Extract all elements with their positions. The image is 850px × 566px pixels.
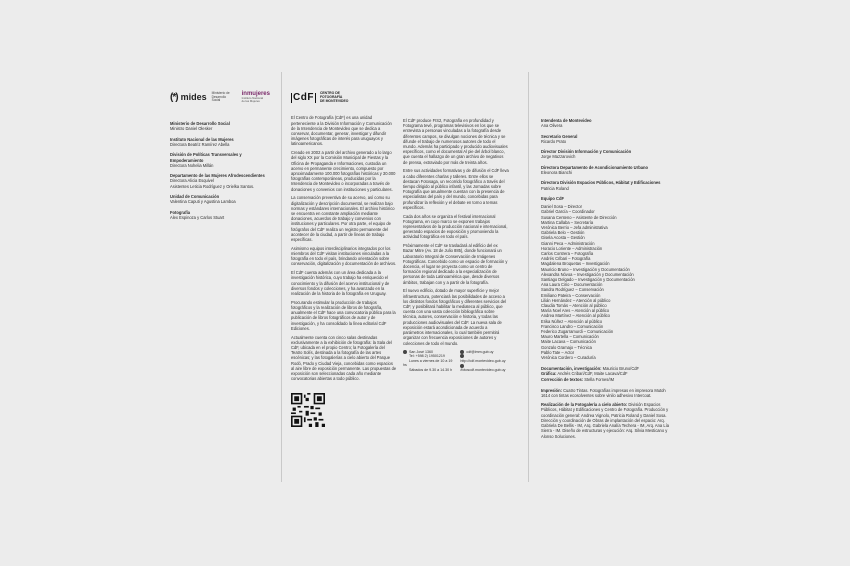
- credit-label: Corrección de textos:: [541, 376, 584, 382]
- team-member: Gabriela Belo – Gestión: [541, 230, 585, 236]
- inmujeres-logo: [242, 92, 270, 103]
- paragraph: Cada dos años se organiza el festival internacional Fotograma, en cuyo marco se exponen trabajos representativos de la producción nacional e internacional, generando espacios de exposición y promoviendo la actividad fotográfica en todo el país.: [403, 213, 508, 240]
- team-label: Equipo CdF: [541, 195, 564, 201]
- contact-text: Lunes a viernes de 10 a 19 hs: [403, 358, 453, 368]
- cdf-logo: [291, 92, 397, 103]
- credit-text: Stella Fornes/IM: [584, 376, 615, 382]
- paragraph: El CdF cuenta además con un área dedicada a la investigación histórica, cuyo trabajo ha enriquecido el conocimiento y la difusión del acervo institucional y de diversos fondos y colecciones, y ha avanzado en la realización de la historia de la fotografía en Uruguay.: [291, 270, 390, 297]
- block-label: Ministerio de Desarrollo Social: [170, 121, 230, 127]
- block-label: Directora Departamento de Acondicionamiento Urbano: [541, 164, 648, 170]
- institution-block: [170, 210, 270, 220]
- mides-word: mides: [180, 91, 207, 102]
- credit-text: Andrés Cribari/CdF, Maite Lacava/CdF: [557, 371, 628, 377]
- team-member: Ana Laura Cirio – Documentación: [541, 282, 603, 288]
- contact-info: [403, 350, 509, 373]
- team-member: Maite Lacava – Comunicación: [541, 339, 596, 345]
- qr-code: [291, 393, 325, 427]
- team-member: Carlos Contrera – Fotografía: [541, 251, 594, 256]
- team-member: Gianni Peca – Administración: [541, 240, 595, 246]
- authority-block: [541, 134, 671, 144]
- contact-text: /fotoscdf.montevideo.gub.uy: [460, 368, 506, 373]
- team-member: Santiago Delgado – Investigación y Documentación: [541, 277, 635, 283]
- contact-text: cdf@imm.gub.uy: [466, 349, 494, 354]
- team-member: Martina Callaba – Secretaría: [541, 219, 594, 225]
- paragraph: Creado en 2002 a partir del archivo generado a lo largo del siglo XX por la Comisión Municipal de Fiestas y la Oficina de Propaganda e Informaciones, custodia un acervo en permanente crecimiento, compuesto por aproximadamente 100.000 fotografías históricas y 30.000 fotografías contemporáneas, producidas por la Intendencia de Montevideo o incorporadas a través de donaciones y convenios con instituciones y particulares.: [291, 150, 396, 192]
- block-line: Ministro Daniel Olesker: [170, 126, 213, 132]
- team-member: Andrea Martínez – Atención al público: [541, 313, 610, 319]
- team-member: Sandra Rodríguez – Conservación: [541, 287, 604, 293]
- block-label: Fotografía: [170, 209, 191, 215]
- authority-block: [541, 180, 671, 190]
- credit-label: Documentación, investigación:: [541, 366, 602, 372]
- team-member: Francisco Landro – Comunicación: [541, 323, 604, 329]
- contact-text: http://cdf.montevideo.gub.uy: [460, 358, 506, 363]
- team-member: Verónica Cordero – Curaduría: [541, 355, 596, 361]
- institutions-column: [170, 92, 270, 225]
- about-text: [291, 115, 397, 381]
- cdf-logo-name: CENTRO DE FOTOGRAFÍA DE MONTEVIDEO: [319, 91, 349, 103]
- institution-block: [170, 194, 270, 204]
- contact-line: [460, 354, 509, 363]
- web-icon: [460, 354, 464, 358]
- block-line: Alex Espinoza y Carlos Stuart: [170, 214, 225, 220]
- block-line: Directora Beatriz Ramírez Abella: [170, 142, 230, 147]
- paragraph: El nuevo edificio, dotado de mayor superficie y mejor infraestructura, potenciará las posibilidades de acceso a los distintos fondos fotográficos y diferentes servicios del CdF, y posibilitará habilitar la mediateca al público, que cuenta con una vasta colección bibliográfica sobre técnica, autores, conservación e historia, y todas las producciones audiovisuales del CdF. La nueva sala de exposición estará acondicionada de acuerdo a parámetros internacionales, lo cual también permitirá organizar con frecuencia exposiciones de autores y colecciones de todo el mundo.: [403, 288, 507, 346]
- cdf-about-column: [291, 92, 397, 428]
- production-text: División Espacios Públicos, Hábitat y Edificaciones y Centro de Fotografía. Producción y coordinación general: Andrea Vignolo, Patricia Roland y Daniel Sosa. Dirección y coordinación de Obras de implantación del espacio: Arq. Gabriela De Bellis - IM, Arq. Gabriela Analía Techera - IM, Arq. Ana Lía Sierra - IM. Diseño de estructuras y ejecución: Arq. Silvia Mesticano y Alonso Soluciones.: [541, 402, 670, 439]
- team-member: María Noel Ares – Atención al público: [541, 308, 610, 314]
- credits-column: [541, 118, 671, 439]
- mides-mark: (*): [170, 91, 178, 103]
- block-line: Directora Alicia Esquivel: [170, 178, 214, 184]
- contact-text: Tel: +598 2) 19501219: [409, 354, 445, 359]
- team-member: Magdalena Broquetas – Investigación: [541, 261, 610, 267]
- paragraph: El Centro de Fotografía (CdF) es una unidad perteneciente a la División Información y Comunicación de la Intendencia de Montevideo que se dedica a conservar, documentar, generar, investigar y difundir imágenes fotográficas de interés para uruguayos y latinoamericanos.: [291, 115, 392, 147]
- print-label: Impresión:: [541, 387, 562, 393]
- block-line: Jorge Mazzarovich: [541, 154, 576, 160]
- block-label: Unidad de Comunicación: [170, 193, 220, 199]
- contact-line: [403, 359, 454, 368]
- mides-subtitle: Ministerio de Desarrollo Social: [211, 91, 230, 103]
- paragraph: Actualmente cuenta con cinco salas destinadas exclusivamente a la exhibición de fotografía: la Sala del CdF, ubicada en el propio Centro; la Fotogalería del Teatro Solís, destinada a la fotografía de las artes escénicas; y las fotogalerías a cielo abierto del Parque Rodó, Prado y Ciudad Vieja, concebidas como espacios al aire libre de exposición permanente. Las propuestas de exposición son seleccionadas cada año mediante convocatorias abiertas a todo público.: [291, 334, 397, 382]
- paragraph: Entre sus actividades formativas y de difusión el CdF lleva a cabo diferentes charlas y talleres. Entre ellos se destacan Fotosaga, un recorrido fotográfico a través del tiempo dirigido al público infantil, y las Jornadas sobre Fotografía que anualmente cuentan con la presencia de especialistas del país y del mundo, concebidas para profundizar la reflexión y el debate en torno a temas específicos.: [403, 168, 509, 210]
- block-label: Instituto Nacional de las Mujeres: [170, 136, 234, 142]
- block-line: Patricia Roland: [541, 185, 569, 191]
- web-icon: [460, 350, 464, 354]
- team-member: Horacio Loriente – Administración: [541, 245, 603, 251]
- mides-logo: [170, 92, 232, 103]
- paragraph: El CdF produce FIS2, Fotografía en profundidad y Fotograma tevé, programas televisivos en los que se entrevista a personas vinculadas a la fotografía desde diferentes campos, se divulgan nociones de técnica y se difunde el trabajo de numerosos autores de todo el mundo. Además ha participado y producido audiovisuales específicos, como el documental Al pie del árbol blanco, que cuenta el hallazgo de un gran archivo de negativos de prensa, extraviado por más de treinta años.: [403, 118, 508, 165]
- block-label: Intendenta de Montevideo: [541, 118, 592, 123]
- fold-line: [281, 72, 282, 482]
- team-member: Mauricio Bruno – Investigación y Documentación: [541, 266, 630, 272]
- team-member: Verónica Berrio – Jefa administrativa: [541, 224, 608, 230]
- print-text: Cuatro Tintas. Fotografías impresas en impresora Mutoh 1614 con tintas ecosolventes sobre vinilo adhesivo Intercoat.: [541, 387, 666, 399]
- production-label: Realización de la Fotogalería a cielo abierto:: [541, 402, 628, 408]
- production-info: [541, 402, 671, 438]
- block-label: División de Políticas Transversales y Empoderamiento: [170, 152, 242, 163]
- block-label: Secretario General: [541, 133, 578, 139]
- team-list: [541, 204, 671, 360]
- authority-block: [541, 149, 671, 159]
- inmujeres-word: inmujeres: [241, 91, 270, 97]
- credit-line: [541, 377, 671, 382]
- paragraph: La conservación preventiva de su acervo, así como su digitalización y descripción documental, se realizan bajo normas y estándares internacionales. El archivo histórico se encuentra en constante ampliación mediante donaciones, acuerdos de trabajo y convenios con instituciones y particulares. Por otra parte, el equipo de fotógrafos del CdF realiza un registro permanente del acontecer de la ciudad, a partir de líneas de trabajo específicas.: [291, 195, 395, 243]
- block-line: Ana Olivera: [541, 123, 563, 129]
- credit-label: Gráfica:: [541, 371, 557, 377]
- authorities-list: [541, 118, 671, 191]
- team-member: Pablo Tate – Actor: [541, 349, 575, 355]
- team-member: Gabriel García – Coordinador: [541, 209, 595, 215]
- paragraph: Próximamente el CdF se trasladará al edificio del ex Bazar Mitre (Av. 18 de Julio 885), donde funcionará un Laboratorio Integral de Conservación de Imágenes Fotográficas. Concebido como un espacio de formación y docencia, el lugar se proyecta como un centro de formación regional dedicado a la especialización de personas de toda Latinoamérica que, desde diversos ámbitos, trabajan con y a partir de la fotografía.: [403, 243, 508, 285]
- block-label: Directora División Espacios Públicos, Hábitat y Edificaciones: [541, 180, 661, 186]
- paragraph: Asimismo equipos interdisciplinarios integrados por los miembros del CdF visitan instituciones vinculadas a la fotografía en todo el país, brindando orientación sobre conservación, digitalización y documentación de archivos.: [291, 245, 397, 267]
- block-line: Ricardo Prato: [541, 138, 567, 144]
- institution-block: [170, 152, 270, 168]
- paragraph: Procurando estimular la producción de trabajos fotográficos y la realización de libros de fotografía, anualmente el CdF hace una convocatoria pública para la publicación de libros fotográficos de autor y de investigación, y ha consolidado la línea editorial CdF Ediciones.: [291, 299, 396, 331]
- logos: [170, 92, 270, 103]
- web-icon: [460, 364, 464, 368]
- credit-text: Mauricio Bruno/CdF: [602, 366, 640, 372]
- contact-address: [403, 350, 454, 373]
- location-icon: [403, 350, 407, 354]
- authority-block: [541, 118, 671, 128]
- institution-block: [170, 137, 270, 147]
- contact-web: [460, 350, 509, 373]
- authority-block: [541, 165, 671, 175]
- team-member: Andrés Cribari – Fotografía: [541, 256, 591, 262]
- team-member: Claudia Tomás – Atención al público: [541, 303, 607, 309]
- block-line: Valentina Caputi y Agustina Lamboa: [170, 199, 236, 205]
- team-member: Daniel Sosa – Director: [541, 204, 582, 210]
- cdf-activities-column: [403, 118, 509, 373]
- cdf-logo-mark: CdF: [293, 91, 314, 103]
- contact-text: San José 1360: [409, 349, 433, 354]
- team-member: Federico Zugarramurdi – Comunicación: [541, 329, 614, 335]
- institution-block: [170, 173, 270, 189]
- activities-text: [403, 118, 509, 346]
- block-line: Asistentes Leticia Rodríguez y Orielka Santos.: [170, 183, 255, 189]
- block-label: Departamento de las Mujeres Afrodescendientes: [170, 173, 265, 179]
- team-member: Gonzalo Gramajo – Técnica: [541, 344, 592, 350]
- institution-block: [170, 121, 270, 131]
- team-member: Mauro Martella – Comunicación: [541, 334, 599, 340]
- team-member: Gisela Acosta – Gestión: [541, 235, 585, 241]
- credits-list: [541, 366, 671, 382]
- team-member: Lilián Hernández – Atención al público: [541, 297, 611, 303]
- contact-line: [460, 363, 509, 372]
- fold-line: [528, 72, 529, 482]
- block-label: Director División Información y Comunicación: [541, 149, 632, 155]
- team-member: Erika Núñez – Atención al público: [541, 318, 602, 324]
- team-member: Emiliano Pateira – Conservación: [541, 292, 601, 298]
- contact-text: Sábados de 9.30 a 14.30 h: [409, 368, 453, 373]
- institutions-list: [170, 121, 270, 220]
- block-line: Directora Nohelia Millán: [170, 162, 214, 168]
- inmujeres-subtitle: Instituto Nacional de las Mujeres: [241, 96, 264, 104]
- team-member: Alexandra Nóvoa – Investigación y Documentación: [541, 271, 634, 277]
- print-info: [541, 388, 671, 398]
- team-member: Susana Centeno – Asistente de Dirección: [541, 214, 617, 220]
- contact-line: [403, 368, 454, 373]
- block-line: Eleonora Bianchi: [541, 169, 572, 175]
